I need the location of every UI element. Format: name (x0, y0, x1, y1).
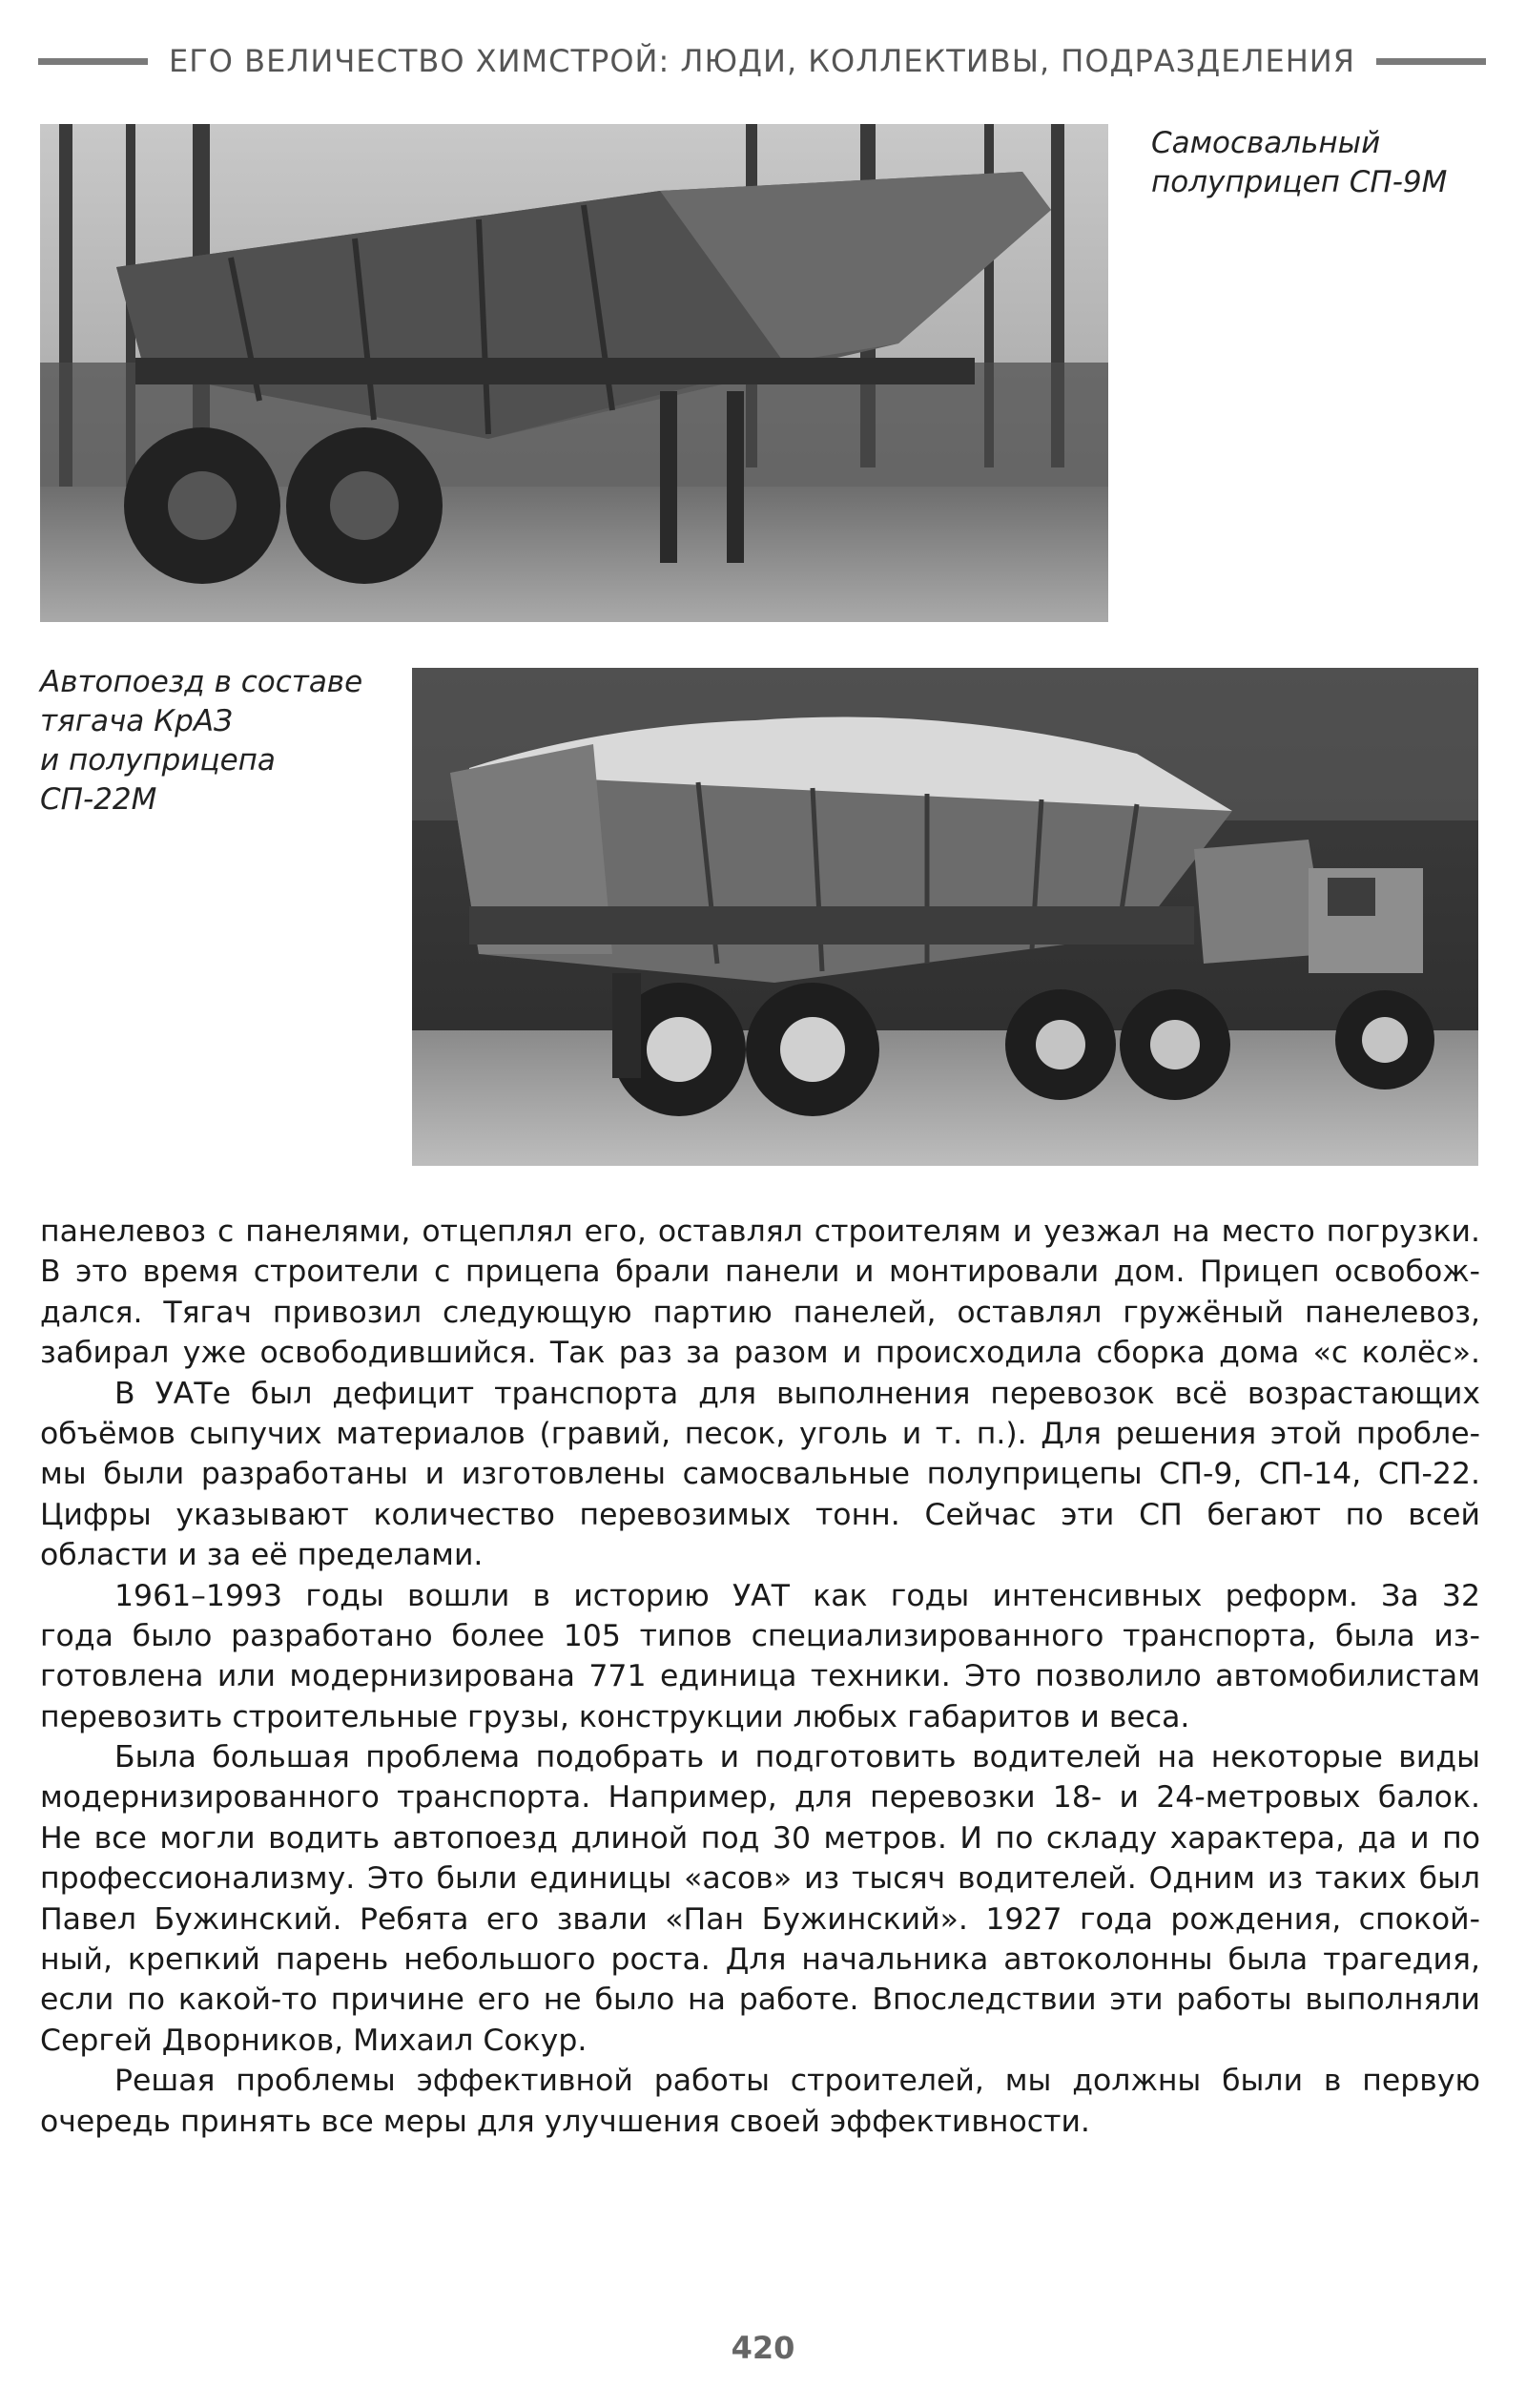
text-line: модернизированного транспорта. Например, для перевозки 18- и 24-метровых балок. (40, 1780, 1480, 1816)
text-line: области и за её пределами. (40, 1538, 484, 1573)
header-rule-left (38, 58, 148, 65)
text-line: если по какой-то причине его не было на работе. Впоследствии эти работы выполняли (40, 1982, 1480, 2018)
text-line: Не все могли водить автопоезд длиной под 30 метров. И по складу характера, да и по (40, 1820, 1480, 1856)
text-line: Была большая проблема подобрать и подготовить водителей на некоторые виды (114, 1740, 1480, 1775)
text-line: перевозить строительные грузы, конструкции любых габаритов и веса. (40, 1699, 1190, 1734)
text-line: объёмов сыпучих материалов (гравий, песок, уголь и т. п.). Для решения этой пробле- (40, 1416, 1480, 1451)
page-number: 420 (731, 2330, 795, 2366)
body-text (40, 1212, 1480, 2142)
caption-line: тягача КрАЗ (40, 704, 233, 738)
text-line: дался. Тягач привозил следующую партию панелей, оставлял гружёный панелевоз, (40, 1295, 1480, 1330)
text-line: мы были разработаны и изготовлены самосвальные полуприцепы СП-9, СП-14, СП-22. (40, 1457, 1480, 1492)
photo-dump-semitrailer (40, 124, 1108, 622)
text-line: Решая проблемы эффективной работы строителей, мы должны были в первую (114, 2064, 1480, 2099)
text-line: В это время строители с прицепа брали панели и монтировали дом. Прицеп освобож- (40, 1255, 1480, 1290)
header-rule-right (1376, 58, 1486, 65)
text-line: очередь принять все меры для улучшения своей эффективности. (40, 2104, 1090, 2139)
text-line: готовлена или модернизирована 771 единица техники. Это позволило автомобилистам (40, 1659, 1480, 1694)
photo-kraz-road-train (412, 668, 1478, 1166)
caption-line: Самосвальный (1151, 126, 1381, 160)
text-line: панелевоз с панелями, отцеплял его, оставлял строителям и уезжал на место погрузки. (40, 1214, 1480, 1249)
header-title: ЕГО ВЕЛИЧЕСТВО ХИМСТРОЙ: ЛЮДИ, КОЛЛЕКТИВЫ, ПОДРАЗДЕЛЕНИЯ (169, 43, 1355, 79)
text-line: В УАТе был дефицит транспорта для выполнения перевозок всё возрастающих (114, 1376, 1480, 1411)
text-line: профессионализму. Это были единицы «асов» из тысяч водителей. Одним из таких был (40, 1861, 1480, 1897)
text-line: забирал уже освободившийся. Так раз за разом и происходила сборка дома «с колёс». (40, 1336, 1480, 1371)
caption-line: СП-22М (40, 782, 157, 817)
text-line: ный, крепкий парень небольшого роста. Для начальника автоколонны была трагедия, (40, 1942, 1480, 1978)
text-line: 1961–1993 годы вошли в историю УАТ как годы интенсивных реформ. За 32 (114, 1578, 1480, 1613)
photo-caption-2 (40, 663, 402, 820)
text-line: Павел Бужинский. Ребята его звали «Пан Бужинский». 1927 года рождения, спокой- (40, 1901, 1480, 1937)
text-line: Сергей Дворников, Михаил Сокур. (40, 2023, 588, 2058)
caption-line: Автопоезд в составе (40, 665, 363, 699)
caption-line: и полуприцепа (40, 743, 276, 778)
photo-caption-1 (1151, 124, 1495, 202)
running-header (38, 42, 1486, 80)
text-line: года было разработано более 105 типов специализированного транспорта, была из- (40, 1618, 1480, 1653)
text-line: Цифры указывают количество перевозимых тонн. Сейчас эти СП бегают по всей (40, 1497, 1480, 1532)
caption-line: полуприцеп СП-9М (1151, 165, 1448, 199)
